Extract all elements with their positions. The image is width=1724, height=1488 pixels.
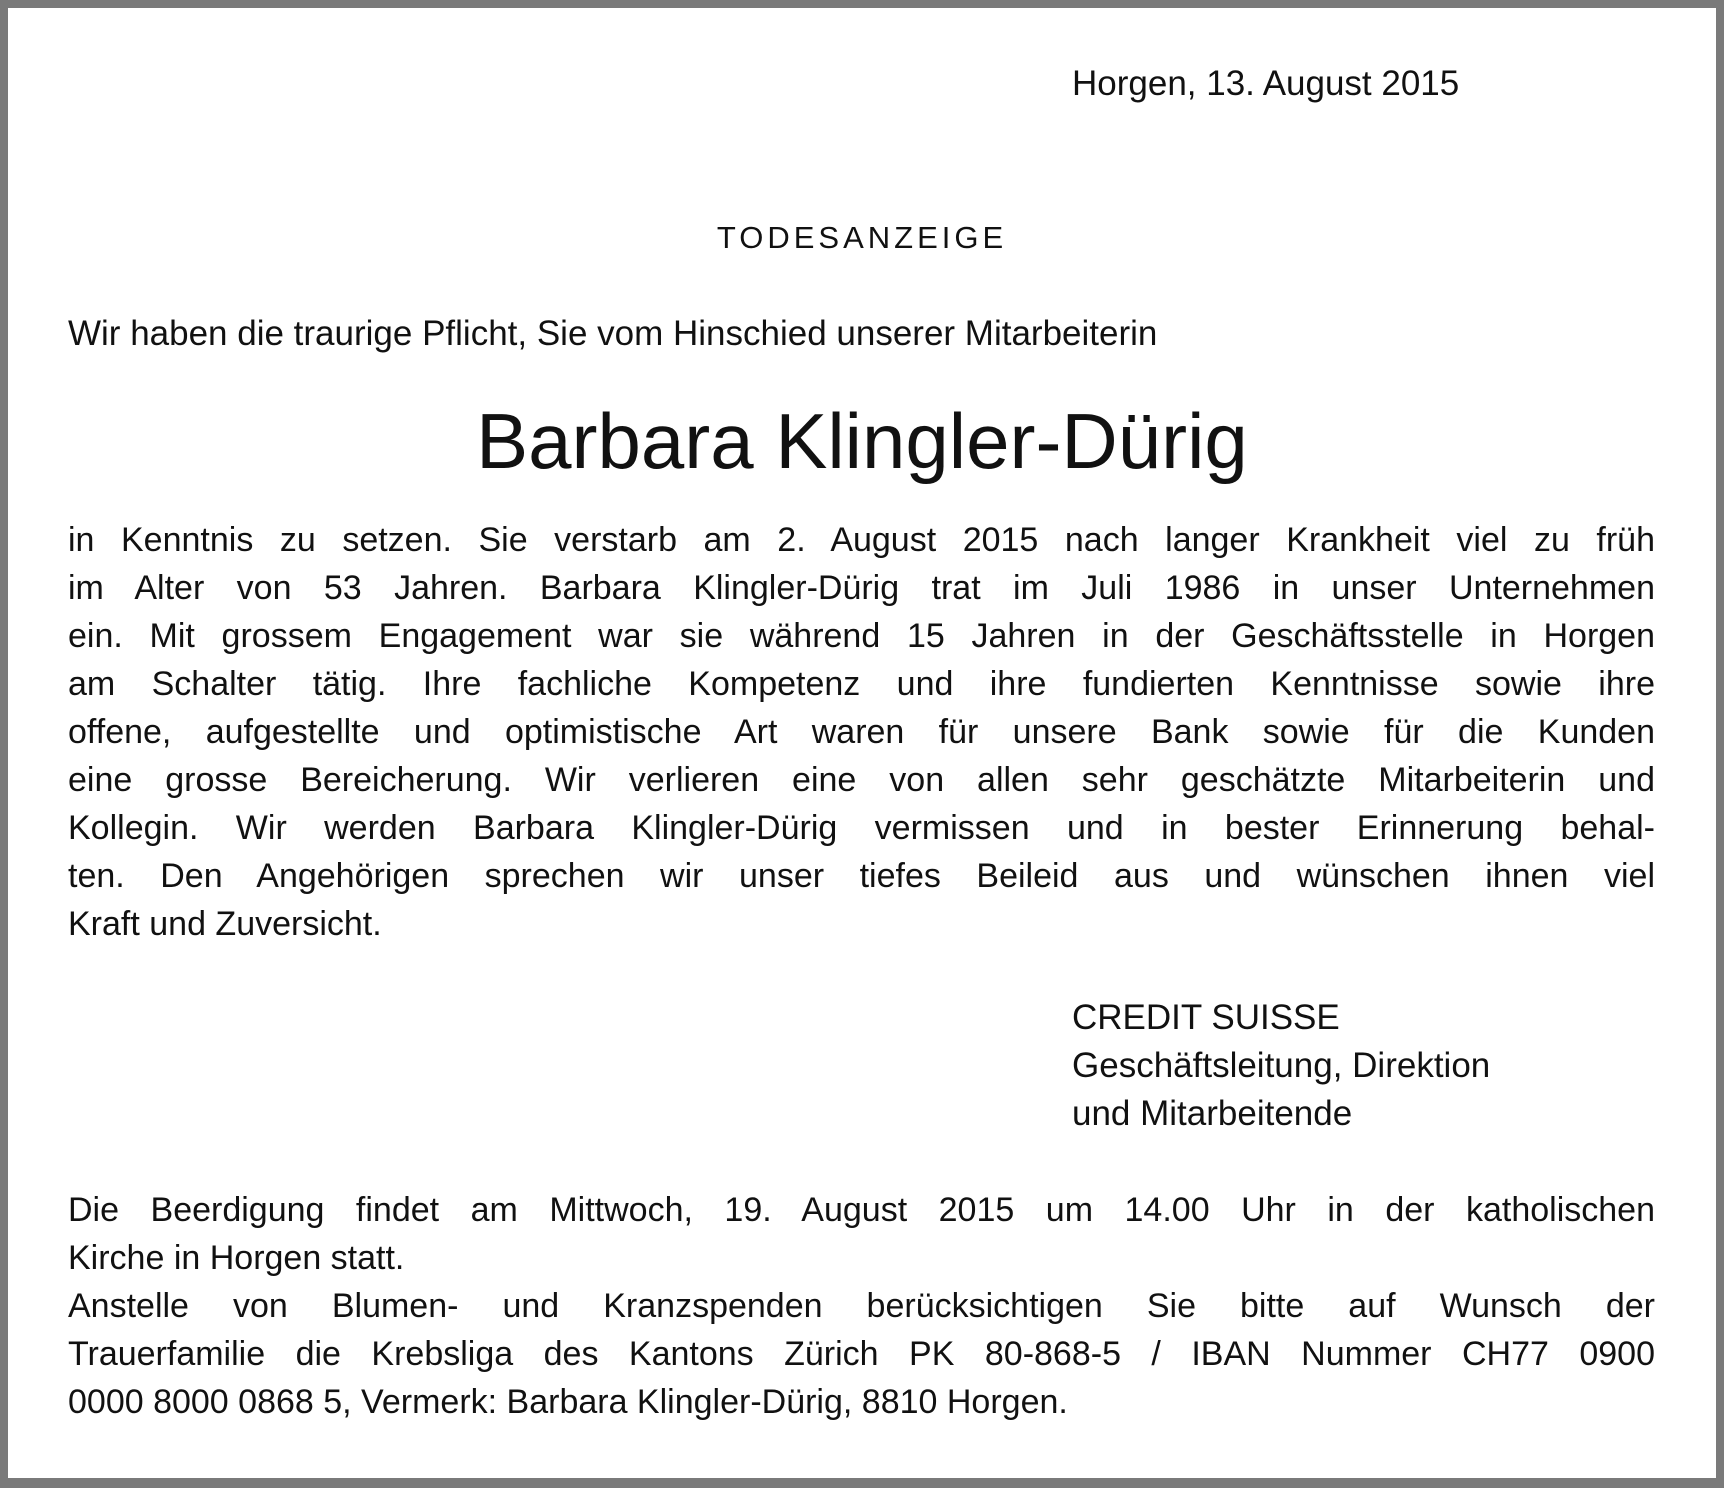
body-line: am Schalter tätig. Ihre fachliche Kompetenz und ihre fundierten Kenntnisse sowie ihre bbox=[68, 665, 1655, 703]
body-line: ein. Mit grossem Engagement war sie während 15 Jahren in der Geschäftsstelle in Horgen bbox=[68, 617, 1655, 655]
body-line: offene, aufgestellte und optimistische Art waren für unsere Bank sowie für die Kunden bbox=[68, 713, 1655, 751]
funeral-line: Kirche in Horgen statt. bbox=[68, 1239, 405, 1277]
funeral-line: Trauerfamilie die Krebsliga des Kantons Zürich PK 80-868-5 / IBAN Nummer CH77 0900 bbox=[68, 1335, 1655, 1373]
body-line: eine grosse Bereicherung. Wir verlieren eine von allen sehr geschätzte Mitarbeiterin und bbox=[68, 761, 1655, 799]
notice-title: TODESANZEIGE bbox=[716, 220, 1008, 255]
body-line: Kraft und Zuversicht. bbox=[68, 905, 382, 943]
signature-company: CREDIT SUISSE bbox=[1072, 998, 1340, 1037]
body-line: Kollegin. Wir werden Barbara Klingler-Dürig vermissen und in bester Erinnerung behal- bbox=[68, 809, 1655, 847]
intro-text: Wir haben die traurige Pflicht, Sie vom Hinschied unserer Mitarbeiterin bbox=[68, 314, 1158, 353]
funeral-line: Die Beerdigung findet am Mittwoch, 19. August 2015 um 14.00 Uhr in der katholischen bbox=[68, 1191, 1655, 1229]
obituary-page bbox=[8, 8, 1716, 1478]
signature-line: und Mitarbeitende bbox=[1072, 1094, 1353, 1133]
deceased-name: Barbara Klingler-Dürig bbox=[476, 397, 1248, 485]
signature-line: Geschäftsleitung, Direktion bbox=[1072, 1046, 1491, 1085]
funeral-line: 0000 8000 0868 5, Vermerk: Barbara Klingler-Dürig, 8810 Horgen. bbox=[68, 1383, 1068, 1421]
body-line: ten. Den Angehörigen sprechen wir unser tiefes Beileid aus und wünschen ihnen viel bbox=[68, 857, 1655, 895]
place-date: Horgen, 13. August 2015 bbox=[1072, 64, 1460, 103]
funeral-line: Anstelle von Blumen- und Kranzspenden berücksichtigen Sie bitte auf Wunsch der bbox=[68, 1287, 1655, 1325]
body-line: im Alter von 53 Jahren. Barbara Klingler-Dürig trat im Juli 1986 in unser Unternehmen bbox=[68, 569, 1655, 607]
body-line: in Kenntnis zu setzen. Sie verstarb am 2. August 2015 nach langer Krankheit viel zu früh bbox=[68, 521, 1655, 559]
